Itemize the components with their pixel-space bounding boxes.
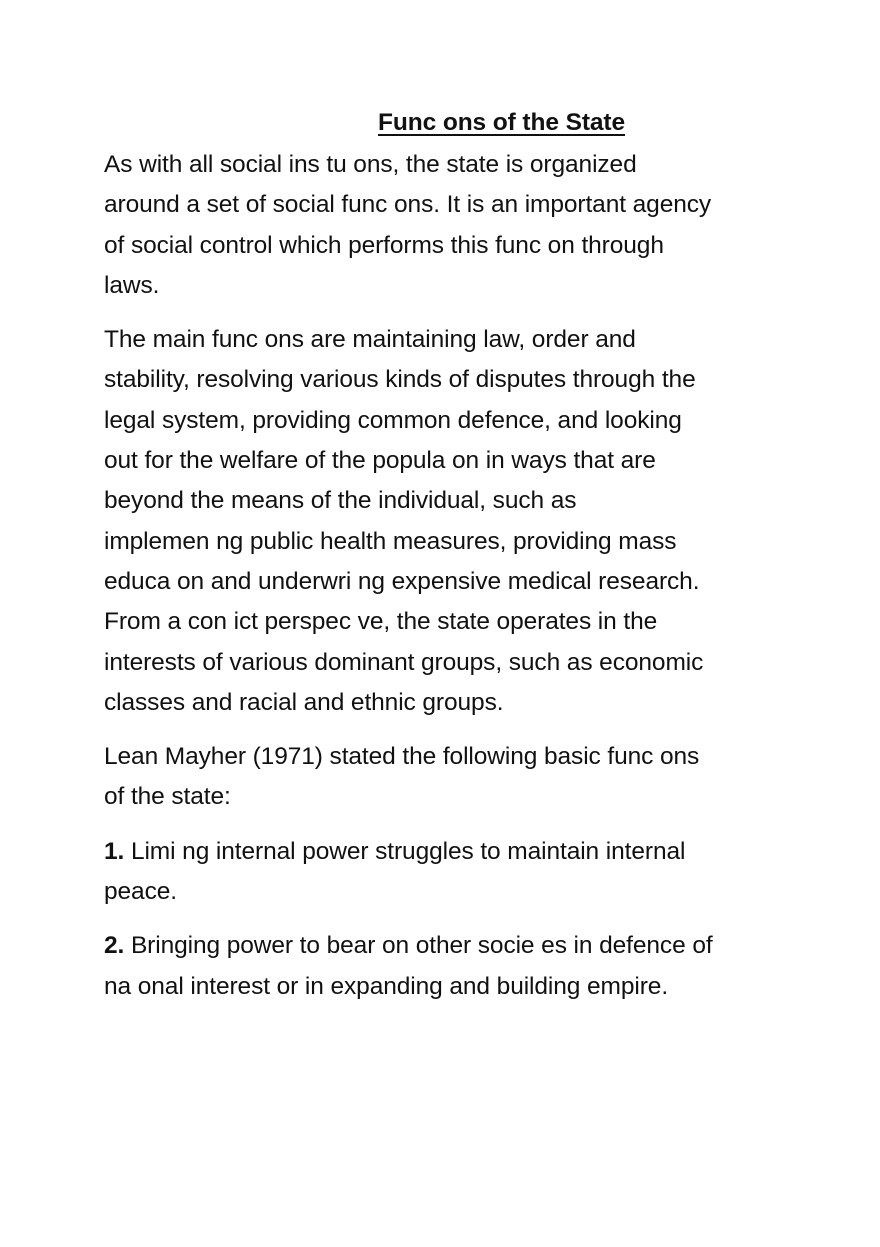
- text-line: of social control which performs this func on through: [104, 231, 664, 259]
- text-line: around a set of social func ons. It is an important agency: [104, 191, 712, 219]
- list-number: 2.: [104, 932, 125, 960]
- text-line: interests of various dominant groups, such as economic: [104, 648, 704, 676]
- list-item-text: Bringing power to bear on other socie es in defence of: [124, 932, 713, 960]
- list-item-text: Limi ng internal power struggles to maintain internal: [124, 837, 686, 865]
- text-line: out for the welfare of the popula on in ways that are: [104, 447, 656, 475]
- list-item-line: [104, 832, 794, 872]
- text-line: legal system, providing common defence, and looking: [104, 406, 682, 434]
- text-line: stability, resolving various kinds of disputes through the: [104, 366, 696, 394]
- text-line: As with all social ins tu ons, the state is organized: [104, 151, 637, 178]
- text-line: From a con ict perspec ve, the state operates in the: [104, 608, 658, 636]
- list-item-2: [104, 926, 794, 1007]
- list-item-line: na onal interest or in expanding and building empire.: [104, 972, 669, 1000]
- text-line: implemen ng public health measures, providing mass: [104, 527, 677, 555]
- text-line: classes and racial and ethnic groups.: [104, 688, 504, 716]
- list-item-line: [104, 926, 794, 966]
- paragraph-main-functions: [104, 320, 794, 723]
- text-line: of the state:: [104, 783, 231, 811]
- list-number: 1.: [104, 837, 125, 865]
- list-item-1: [104, 832, 794, 913]
- paragraph-mayher: [104, 737, 794, 818]
- page-title: Func ons of the State: [378, 109, 625, 136]
- text-line: beyond the means of the individual, such as: [104, 487, 577, 515]
- text-line: Lean Mayher (1971) stated the following basic func ons: [104, 743, 700, 771]
- text-line: educa on and underwri ng expensive medical research.: [104, 567, 700, 595]
- text-line: The main func ons are maintaining law, order and: [104, 326, 636, 354]
- list-item-line: peace.: [104, 878, 177, 906]
- text-line: laws.: [104, 271, 160, 299]
- paragraph-intro: [104, 145, 794, 306]
- document-content: [104, 106, 794, 1021]
